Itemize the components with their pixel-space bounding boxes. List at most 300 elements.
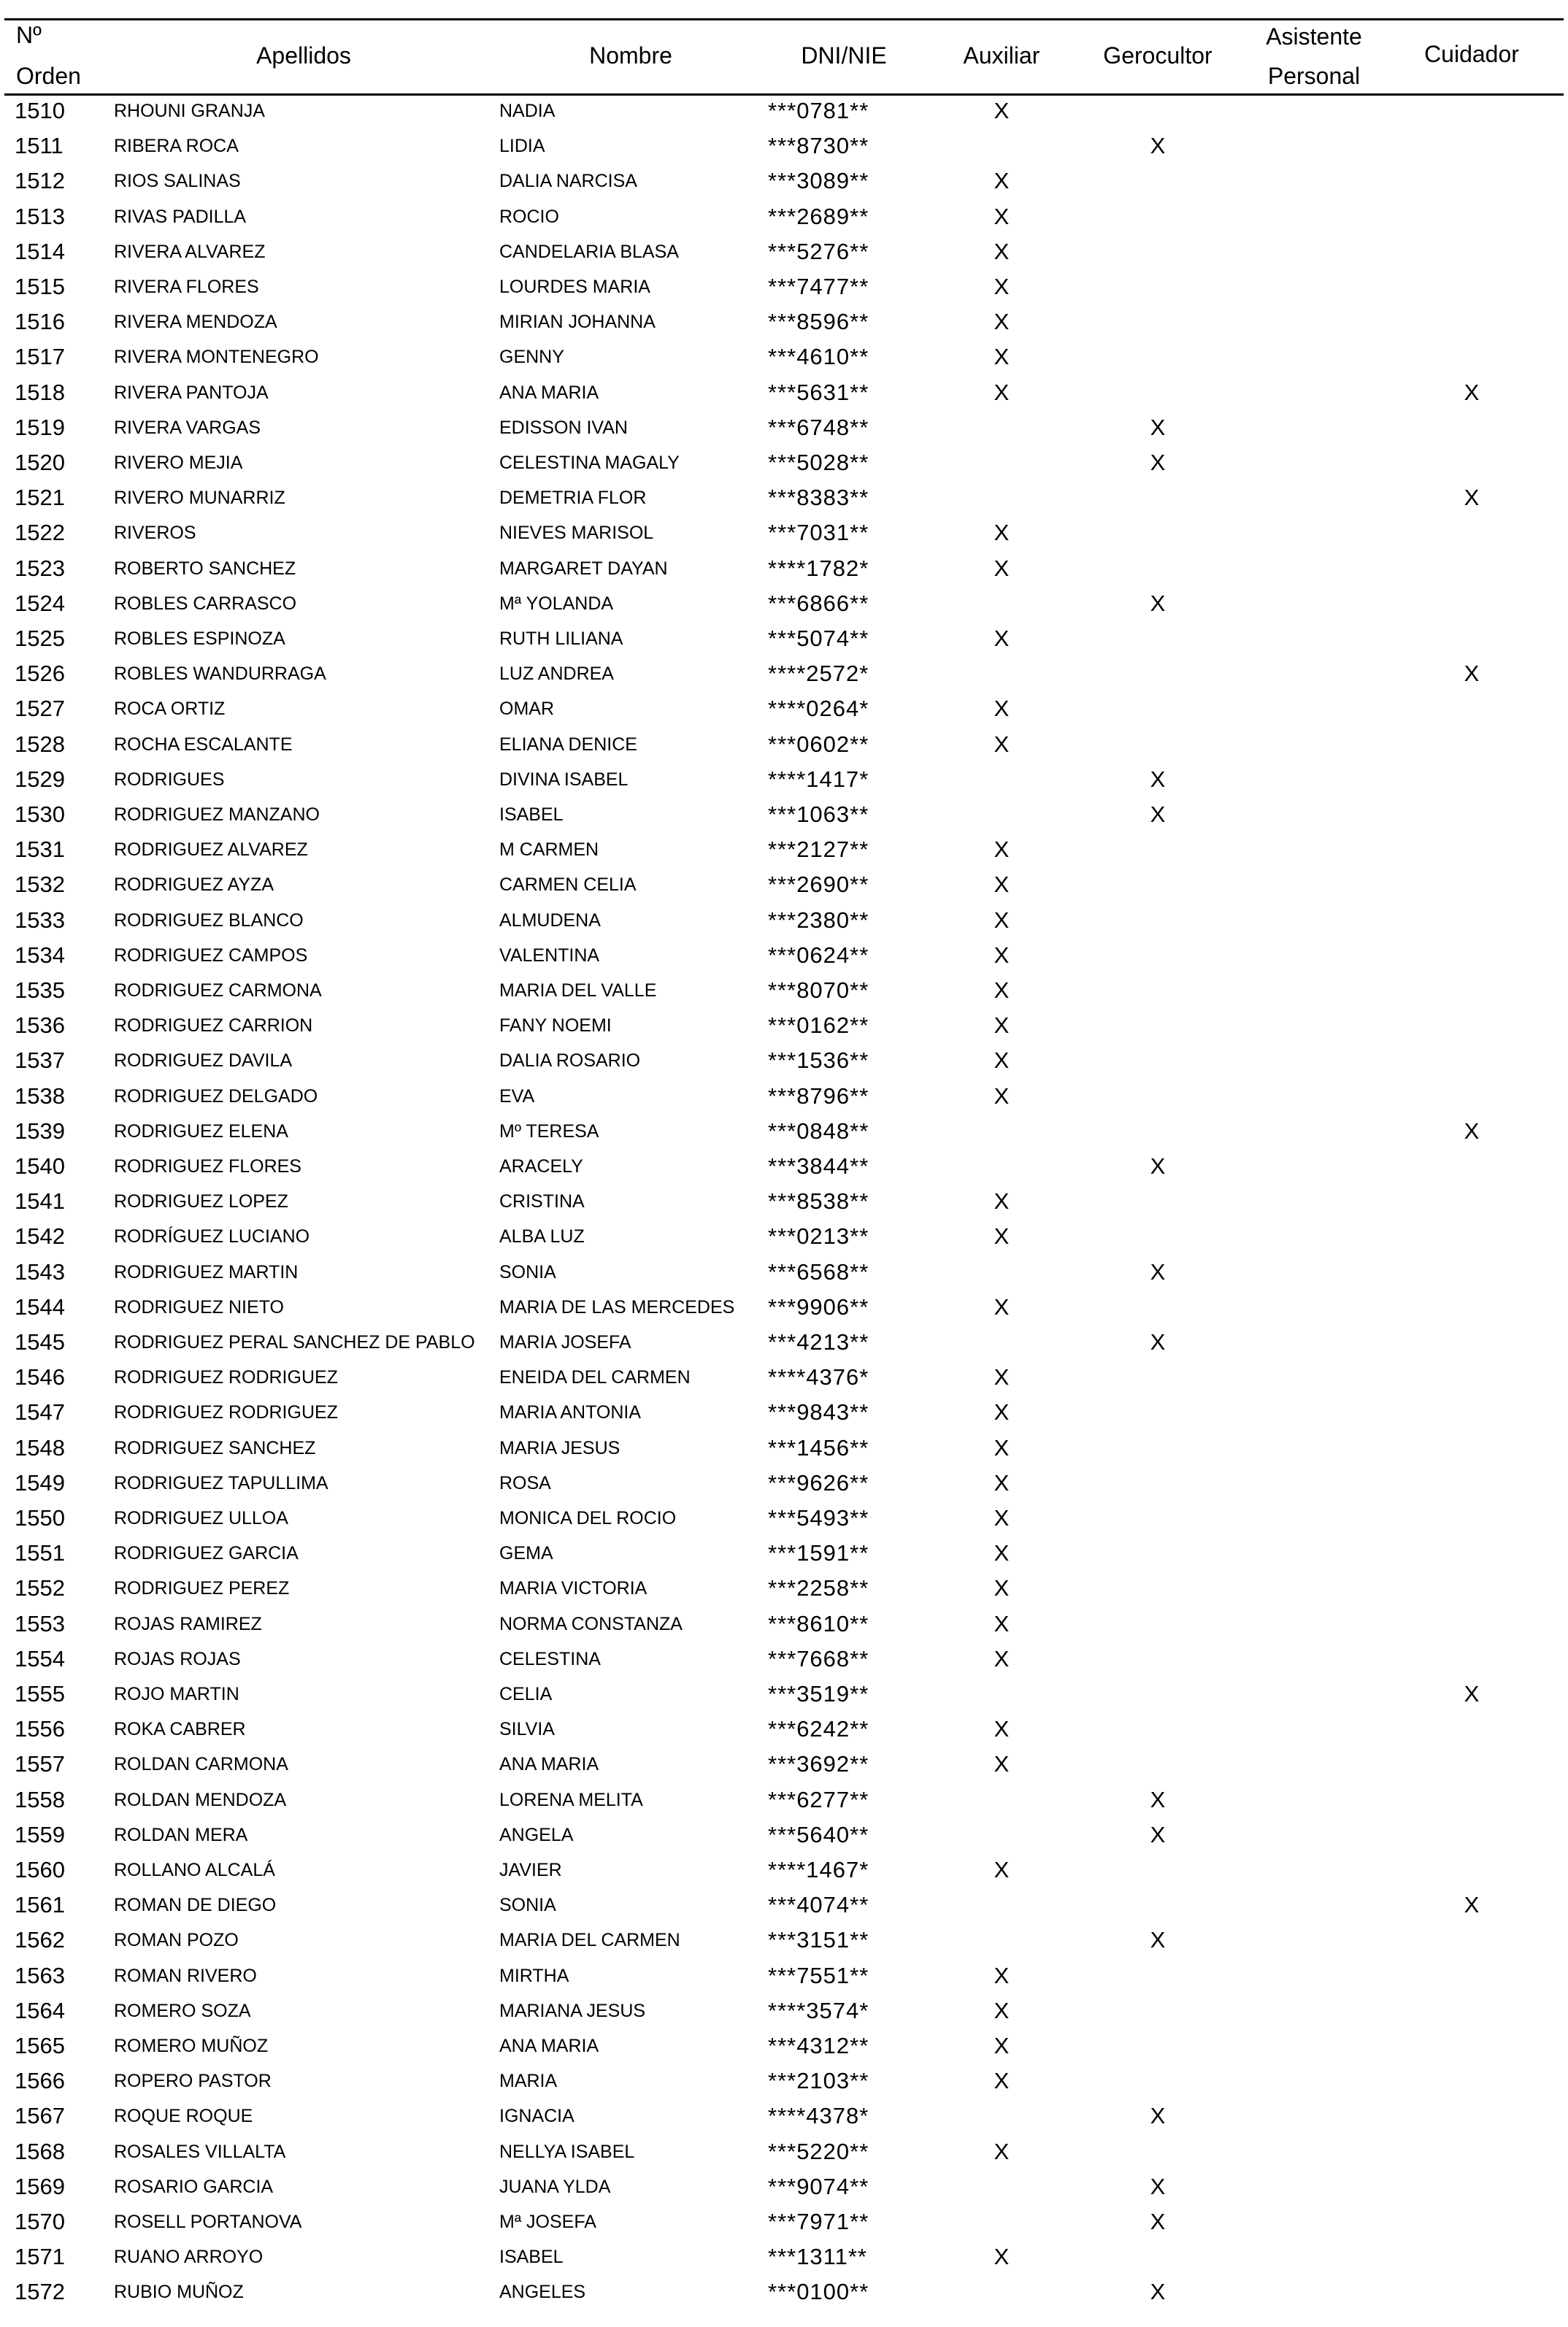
row-mark-aux: X <box>994 238 1010 264</box>
row-nombre: MARIA JOSEFA <box>499 1332 631 1353</box>
table-row <box>0 2063 1568 2099</box>
row-apellidos: RODRIGUEZ ELENA <box>114 1120 288 1142</box>
row-nombre: NADIA <box>499 101 556 121</box>
row-orden: 1515 <box>15 274 65 299</box>
row-orden: 1551 <box>15 1540 65 1566</box>
row-apellidos: RODRIGUEZ BLANCO <box>114 909 304 931</box>
row-orden: 1542 <box>15 1223 65 1250</box>
row-nombre: LORENA MELITA <box>499 1789 643 1810</box>
row-orden: 1537 <box>15 1047 65 1074</box>
row-apellidos: ROSALES VILLALTA <box>114 2141 286 2162</box>
row-dni: ***5493** <box>768 1505 869 1531</box>
row-mark-aux: X <box>994 1223 1010 1250</box>
table-row <box>0 973 1568 1008</box>
row-apellidos: RODRIGUEZ ALVAREZ <box>114 839 308 861</box>
row-apellidos: RIVERO MUNARRIZ <box>114 488 285 509</box>
row-nombre: SONIA <box>499 1261 556 1282</box>
table-row <box>0 1184 1568 1219</box>
row-nombre: DEMETRIA FLOR <box>499 488 647 509</box>
row-dni: ****1467* <box>768 1857 869 1882</box>
row-nombre: MARIANA JESUS <box>499 2000 646 2021</box>
row-dni: ***8383** <box>768 485 869 511</box>
row-dni: ****4378* <box>768 2103 869 2129</box>
row-apellidos: RODRIGUEZ TAPULLIMA <box>114 1472 328 1493</box>
row-apellidos: ROSARIO GARCIA <box>114 2176 274 2197</box>
header-nombre: Nombre <box>589 42 672 69</box>
row-nombre: CANDELARIA BLASA <box>499 241 679 262</box>
row-apellidos: RODRIGUEZ AYZA <box>114 874 274 896</box>
row-dni: ***3692** <box>768 1751 869 1777</box>
row-apellidos: RIVERA VARGAS <box>114 417 261 438</box>
table-row <box>0 515 1568 550</box>
row-apellidos: RIVERO MEJIA <box>114 453 243 473</box>
row-mark-cui: X <box>1464 661 1480 687</box>
row-apellidos: ROMAN POZO <box>114 1930 239 1951</box>
row-orden: 1560 <box>15 1857 65 1882</box>
row-mark-aux: X <box>994 2033 1010 2058</box>
row-dni: ***8538** <box>768 1188 869 1215</box>
row-mark-aux: X <box>994 1012 1010 1039</box>
row-dni: ***2689** <box>768 203 869 229</box>
row-nombre: MARIA DEL VALLE <box>499 980 657 1001</box>
row-apellidos: RIVAS PADILLA <box>114 206 247 227</box>
row-mark-aux: X <box>994 1997 1010 2023</box>
row-mark-aux: X <box>994 1293 1010 1320</box>
table-row <box>0 2239 1568 2274</box>
row-mark-aux: X <box>994 731 1010 757</box>
row-dni: ***6277** <box>768 1786 869 1812</box>
row-orden: 1519 <box>15 414 65 440</box>
row-orden: 1559 <box>15 1821 65 1847</box>
row-nombre: NIEVES MARISOL <box>499 523 654 544</box>
row-orden: 1569 <box>15 2173 65 2199</box>
row-mark-aux: X <box>994 1716 1010 1742</box>
row-orden: 1567 <box>15 2103 65 2129</box>
row-nombre: MARIA <box>499 2071 558 2092</box>
row-mark-aux: X <box>994 2068 1010 2094</box>
table-row <box>0 586 1568 621</box>
row-dni: ***5276** <box>768 238 869 264</box>
table-row <box>0 1149 1568 1184</box>
row-mark-ger: X <box>1150 766 1166 792</box>
row-orden: 1549 <box>15 1469 65 1496</box>
row-nombre: DIVINA ISABEL <box>499 769 629 790</box>
row-dni: ***4213** <box>768 1329 869 1355</box>
row-orden: 1517 <box>15 344 65 370</box>
table-row <box>0 410 1568 445</box>
row-mark-aux: X <box>994 1645 1010 1672</box>
row-dni: ***8596** <box>768 309 869 335</box>
table-row <box>0 1853 1568 1888</box>
row-apellidos: ROBERTO SANCHEZ <box>114 558 296 579</box>
row-nombre: ISABEL <box>499 2247 564 2268</box>
row-orden: 1561 <box>15 1892 65 1918</box>
row-mark-aux: X <box>994 836 1010 863</box>
row-mark-aux: X <box>994 520 1010 546</box>
row-nombre: MIRTHA <box>499 1965 569 1986</box>
row-nombre: GEMA <box>499 1543 553 1564</box>
row-nombre: MARIA JESUS <box>499 1437 620 1458</box>
row-dni: ***0848** <box>768 1118 869 1144</box>
row-apellidos: ROSELL PORTANOVA <box>114 2212 302 2232</box>
row-nombre: ENEIDA DEL CARMEN <box>499 1367 691 1388</box>
row-mark-aux: X <box>994 1364 1010 1391</box>
row-orden: 1523 <box>15 555 65 581</box>
row-nombre: EVA <box>499 1085 535 1107</box>
row-apellidos: RODRIGUEZ MANZANO <box>114 804 320 825</box>
row-nombre: LUZ ANDREA <box>499 664 614 685</box>
row-orden: 1510 <box>15 98 65 123</box>
row-nombre: ANGELES <box>499 2282 586 2303</box>
row-orden: 1545 <box>15 1329 65 1355</box>
table-row <box>0 199 1568 234</box>
row-orden: 1520 <box>15 450 65 475</box>
row-apellidos: RODRÍGUEZ LUCIANO <box>114 1226 310 1247</box>
row-dni: ***0100** <box>768 2279 869 2305</box>
row-apellidos: ROBLES CARRASCO <box>114 593 297 614</box>
row-nombre: JUANA YLDA <box>499 2176 611 2197</box>
table-row <box>0 1431 1568 1466</box>
row-nombre: Mº TERESA <box>499 1120 599 1142</box>
row-apellidos: ROMERO SOZA <box>114 2000 251 2021</box>
row-dni: ***1591** <box>768 1540 869 1566</box>
row-dni: ***2380** <box>768 907 869 933</box>
row-apellidos: RHOUNI GRANJA <box>114 101 265 121</box>
row-nombre: ALMUDENA <box>499 909 601 931</box>
row-apellidos: ROBLES ESPINOZA <box>114 628 285 649</box>
row-dni: ***8610** <box>768 1610 869 1636</box>
table-row <box>0 1466 1568 1501</box>
row-nombre: DALIA ROSARIO <box>499 1050 641 1072</box>
row-orden: 1518 <box>15 379 65 405</box>
row-orden: 1558 <box>15 1786 65 1812</box>
row-dni: ***1456** <box>768 1434 869 1461</box>
row-nombre: M CARMEN <box>499 839 599 861</box>
row-nombre: CELESTINA MAGALY <box>499 453 680 473</box>
row-mark-aux: X <box>994 907 1010 933</box>
row-apellidos: ROMAN RIVERO <box>114 1965 257 1986</box>
row-apellidos: ROJAS RAMIREZ <box>114 1613 262 1634</box>
row-nombre: ROSA <box>499 1472 551 1493</box>
row-orden: 1522 <box>15 520 65 546</box>
row-mark-aux: X <box>994 942 1010 968</box>
row-mark-aux: X <box>994 872 1010 898</box>
row-orden: 1546 <box>15 1364 65 1391</box>
row-mark-ger: X <box>1150 1153 1166 1179</box>
row-dni: ***6748** <box>768 414 869 440</box>
row-nombre: DALIA NARCISA <box>499 171 637 192</box>
row-nombre: MARIA DE LAS MERCEDES <box>499 1296 735 1318</box>
row-orden: 1533 <box>15 907 65 933</box>
row-mark-aux: X <box>994 1962 1010 1988</box>
row-dni: ***4312** <box>768 2033 869 2058</box>
row-dni: ***9843** <box>768 1399 869 1426</box>
row-dni: ***7668** <box>768 1645 869 1672</box>
row-nombre: CARMEN CELIA <box>499 874 637 896</box>
table-row <box>0 903 1568 938</box>
row-nombre: ANGELA <box>499 1824 574 1845</box>
table-row <box>0 480 1568 515</box>
row-apellidos: RODRIGUEZ DELGADO <box>114 1085 318 1107</box>
row-mark-aux: X <box>994 1610 1010 1636</box>
row-nombre: CRISTINA <box>499 1191 585 1212</box>
row-mark-ger: X <box>1150 1258 1166 1285</box>
row-apellidos: RODRIGUEZ NIETO <box>114 1296 284 1318</box>
row-nombre: LOURDES MARIA <box>499 277 650 297</box>
row-dni: ***5220** <box>768 2138 869 2164</box>
row-dni: ***3151** <box>768 1927 869 1953</box>
row-mark-ger: X <box>1150 2209 1166 2234</box>
row-apellidos: RUBIO MUÑOZ <box>114 2282 244 2303</box>
row-apellidos: RODRIGUEZ FLORES <box>114 1156 301 1177</box>
row-orden: 1524 <box>15 590 65 616</box>
row-apellidos: RODRIGUEZ MARTIN <box>114 1261 299 1282</box>
row-mark-cui: X <box>1464 1118 1480 1144</box>
table-row <box>0 1360 1568 1395</box>
table-row <box>0 1043 1568 1078</box>
row-nombre: CELESTINA <box>499 1648 601 1669</box>
row-mark-ger: X <box>1150 1821 1166 1847</box>
row-orden: 1572 <box>15 2279 65 2305</box>
row-mark-aux: X <box>994 168 1010 194</box>
row-apellidos: ROLDAN MENDOZA <box>114 1789 287 1810</box>
row-orden: 1536 <box>15 1012 65 1039</box>
table-row <box>0 1501 1568 1536</box>
table-row <box>0 445 1568 480</box>
row-orden: 1541 <box>15 1188 65 1215</box>
row-mark-aux: X <box>994 274 1010 299</box>
row-nombre: VALENTINA <box>499 945 600 966</box>
row-apellidos: RUANO ARROYO <box>114 2247 264 2268</box>
row-dni: ***6242** <box>768 1716 869 1742</box>
table-row <box>0 551 1568 586</box>
row-dni: ****1417* <box>768 766 869 792</box>
row-orden: 1511 <box>15 133 64 159</box>
row-orden: 1563 <box>15 1962 65 1988</box>
row-orden: 1535 <box>15 977 65 1003</box>
row-nombre: IGNACIA <box>499 2106 574 2127</box>
row-nombre: ISABEL <box>499 804 564 825</box>
row-dni: ***9626** <box>768 1469 869 1496</box>
row-orden: 1530 <box>15 801 65 827</box>
row-orden: 1555 <box>15 1681 65 1707</box>
row-mark-aux: X <box>994 626 1010 651</box>
row-nombre: ANA MARIA <box>499 2036 599 2056</box>
row-mark-aux: X <box>994 2138 1010 2164</box>
table-row <box>0 1325 1568 1360</box>
row-dni: ***3089** <box>768 168 869 194</box>
row-mark-aux: X <box>994 379 1010 405</box>
row-mark-ger: X <box>1150 1786 1166 1812</box>
row-orden: 1547 <box>15 1399 65 1426</box>
table-row <box>0 1571 1568 1606</box>
row-apellidos: ROJO MARTIN <box>114 1684 239 1704</box>
row-orden: 1568 <box>15 2138 65 2164</box>
row-nombre: ALBA LUZ <box>499 1226 585 1247</box>
header-asistente-line2: Personal <box>1267 63 1361 89</box>
row-mark-cui: X <box>1464 485 1480 511</box>
row-orden: 1556 <box>15 1716 65 1742</box>
row-dni: ***8070** <box>768 977 869 1003</box>
row-mark-ger: X <box>1150 1927 1166 1953</box>
row-orden: 1526 <box>15 661 65 687</box>
table-row <box>0 1114 1568 1149</box>
row-orden: 1544 <box>15 1293 65 1320</box>
row-apellidos: RIVERA PANTOJA <box>114 382 269 403</box>
row-dni: ***1311** <box>768 2244 867 2270</box>
row-mark-aux: X <box>994 203 1010 229</box>
table-row <box>0 2028 1568 2063</box>
row-nombre: ELIANA DENICE <box>499 734 637 755</box>
row-orden: 1521 <box>15 485 65 511</box>
row-dni: ***1063** <box>768 801 869 827</box>
row-dni: ***9906** <box>768 1293 869 1320</box>
table-row <box>0 1782 1568 1818</box>
row-nombre: LIDIA <box>499 136 545 157</box>
row-apellidos: RIVERA MONTENEGRO <box>114 347 319 368</box>
table-row <box>0 2099 1568 2134</box>
row-dni: ***2258** <box>768 1575 869 1601</box>
row-nombre: RUTH LILIANA <box>499 628 623 649</box>
row-dni: ***1536** <box>768 1047 869 1074</box>
row-orden: 1564 <box>15 1997 65 2023</box>
row-nombre: FANY NOEMI <box>499 1015 612 1036</box>
table-row <box>0 304 1568 339</box>
table-row <box>0 1923 1568 1958</box>
table-row <box>0 1255 1568 1290</box>
row-apellidos: ROCA ORTIZ <box>114 699 226 720</box>
row-apellidos: RODRIGUEZ DAVILA <box>114 1050 293 1072</box>
row-orden: 1543 <box>15 1258 65 1285</box>
row-mark-aux: X <box>994 2244 1010 2270</box>
row-nombre: MIRIAN JOHANNA <box>499 312 656 333</box>
row-apellidos: ROMERO MUÑOZ <box>114 2036 269 2056</box>
row-apellidos: ROBLES WANDURRAGA <box>114 664 326 685</box>
table-row <box>0 1712 1568 1747</box>
table-row <box>0 797 1568 832</box>
row-apellidos: RODRIGUES <box>114 769 225 790</box>
row-mark-ger: X <box>1150 801 1166 827</box>
row-orden: 1571 <box>15 2244 65 2270</box>
row-dni: ***0602** <box>768 731 869 757</box>
header-auxiliar: Auxiliar <box>963 42 1040 69</box>
row-orden: 1548 <box>15 1434 65 1461</box>
row-mark-aux: X <box>994 309 1010 335</box>
table-row <box>0 1219 1568 1254</box>
table-row <box>0 2204 1568 2239</box>
row-apellidos: RIBERA ROCA <box>114 136 239 157</box>
row-orden: 1554 <box>15 1645 65 1672</box>
row-nombre: Mª YOLANDA <box>499 593 614 614</box>
row-dni: ***3519** <box>768 1681 869 1707</box>
table-row <box>0 375 1568 410</box>
row-apellidos: ROJAS ROJAS <box>114 1648 241 1669</box>
header-asistente-line1: Asistente <box>1266 23 1362 50</box>
row-mark-ger: X <box>1150 1329 1166 1355</box>
row-mark-cui: X <box>1464 1681 1480 1707</box>
table-row <box>0 656 1568 691</box>
row-orden: 1540 <box>15 1153 65 1179</box>
row-nombre: ANA MARIA <box>499 1754 599 1775</box>
row-orden: 1512 <box>15 168 65 194</box>
row-mark-aux: X <box>994 1469 1010 1496</box>
row-mark-ger: X <box>1150 2103 1166 2129</box>
row-mark-aux: X <box>994 696 1010 722</box>
table-row <box>0 938 1568 973</box>
row-nombre: CELIA <box>499 1684 553 1704</box>
table-row <box>0 1747 1568 1782</box>
row-dni: ***2127** <box>768 836 869 863</box>
row-mark-ger: X <box>1150 590 1166 616</box>
row-apellidos: ROMAN DE DIEGO <box>114 1895 277 1916</box>
row-orden: 1534 <box>15 942 65 968</box>
row-mark-ger: X <box>1150 133 1166 159</box>
row-mark-aux: X <box>994 1505 1010 1531</box>
row-nombre: Mª JOSEFA <box>499 2212 596 2232</box>
row-dni: ***5631** <box>768 379 869 405</box>
table-row <box>0 1642 1568 1677</box>
row-mark-aux: X <box>994 555 1010 581</box>
row-dni: ***4610** <box>768 344 869 370</box>
row-nombre: ROCIO <box>499 206 559 227</box>
row-dni: ***3844** <box>768 1153 869 1179</box>
row-apellidos: RIVEROS <box>114 523 196 544</box>
table-row <box>0 621 1568 656</box>
row-nombre: ANA MARIA <box>499 382 599 403</box>
row-apellidos: ROPERO PASTOR <box>114 2071 272 2092</box>
row-dni: ***7477** <box>768 274 869 299</box>
row-orden: 1552 <box>15 1575 65 1601</box>
row-orden: 1525 <box>15 626 65 651</box>
row-mark-aux: X <box>994 1751 1010 1777</box>
row-nombre: SONIA <box>499 1895 556 1916</box>
row-dni: ***7031** <box>768 520 869 546</box>
row-apellidos: ROCHA ESCALANTE <box>114 734 293 755</box>
header-gerocultor: Gerocultor <box>1103 42 1212 69</box>
table-row <box>0 164 1568 199</box>
row-orden: 1538 <box>15 1082 65 1109</box>
row-apellidos: RODRIGUEZ ULLOA <box>114 1508 288 1528</box>
table-row <box>0 762 1568 797</box>
table-row <box>0 727 1568 762</box>
row-dni: ***0781** <box>768 98 869 123</box>
row-apellidos: ROLDAN CARMONA <box>114 1754 288 1775</box>
row-mark-aux: X <box>994 977 1010 1003</box>
row-dni: ***0624** <box>768 942 869 968</box>
row-orden: 1553 <box>15 1610 65 1636</box>
row-apellidos: ROKA CABRER <box>114 1719 246 1740</box>
row-dni: ***4074** <box>768 1892 869 1918</box>
row-orden: 1550 <box>15 1505 65 1531</box>
top-border <box>4 18 1564 20</box>
row-mark-ger: X <box>1150 450 1166 475</box>
row-apellidos: RODRIGUEZ SANCHEZ <box>114 1437 316 1458</box>
table-row <box>0 832 1568 867</box>
row-orden: 1565 <box>15 2033 65 2058</box>
row-nombre: MARGARET DAYAN <box>499 558 668 579</box>
row-orden: 1539 <box>15 1118 65 1144</box>
row-dni: ***5074** <box>768 626 869 651</box>
table-row <box>0 93 1568 128</box>
table-row <box>0 269 1568 304</box>
row-mark-aux: X <box>994 1575 1010 1601</box>
row-dni: ***0213** <box>768 1223 869 1250</box>
row-dni: ****4376* <box>768 1364 869 1391</box>
row-dni: ***0162** <box>768 1012 869 1039</box>
table-row <box>0 1958 1568 1993</box>
row-nombre: NELLYA ISABEL <box>499 2141 635 2162</box>
row-nombre: MARIA ANTONIA <box>499 1402 642 1423</box>
